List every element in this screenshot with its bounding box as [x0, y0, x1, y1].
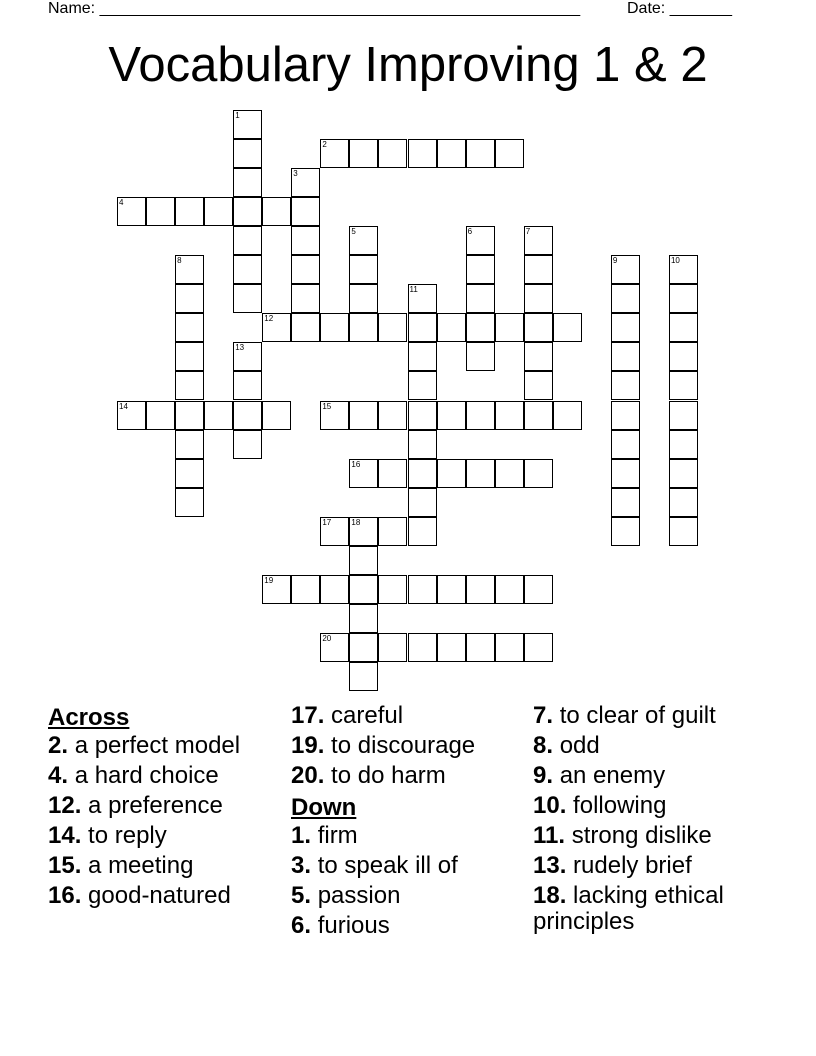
cell-number: 19 [264, 575, 274, 585]
clue-item [533, 823, 758, 849]
crossword-cell[interactable] [320, 401, 349, 430]
section-heading-across: Across [48, 704, 130, 731]
crossword-cell[interactable] [233, 430, 262, 459]
clue-text: firm [317, 822, 358, 849]
crossword-cell[interactable] [291, 284, 320, 313]
cell-number: 8 [177, 256, 182, 266]
crossword-cell[interactable] [175, 401, 204, 430]
clue-text: following [573, 792, 667, 819]
crossword-cell[interactable] [117, 197, 146, 226]
crossword-cell[interactable] [349, 633, 378, 662]
crossword-cell[interactable] [291, 197, 320, 226]
crossword-cell[interactable] [408, 313, 437, 342]
crossword-cell[interactable] [611, 313, 640, 342]
crossword-cell[interactable] [553, 401, 582, 430]
section-heading-down: Down [291, 794, 357, 821]
crossword-cell[interactable] [669, 313, 698, 342]
clue-number: 2. [48, 732, 69, 759]
clue-text: to clear of guilt [559, 702, 716, 729]
crossword-cell[interactable] [408, 430, 437, 459]
crossword-cell[interactable] [175, 342, 204, 371]
crossword-cell[interactable] [495, 633, 524, 662]
clue-text: odd [559, 732, 600, 759]
crossword-cell[interactable] [349, 313, 378, 342]
clue-item [533, 763, 758, 789]
crossword-cell[interactable] [175, 488, 204, 517]
clue-item [291, 853, 531, 879]
clue-number: 11. [533, 822, 566, 849]
clue-number: 10. [533, 792, 567, 819]
crossword-cell[interactable] [378, 633, 407, 662]
clue-text: a preference [88, 792, 223, 819]
clue-text: to discourage [331, 732, 476, 759]
clue-number: 4. [48, 762, 69, 789]
crossword-cell[interactable] [378, 313, 407, 342]
crossword-cell[interactable] [611, 459, 640, 488]
clue-text: a perfect model [74, 732, 241, 759]
crossword-cell[interactable] [524, 284, 553, 313]
crossword-cell[interactable] [524, 371, 553, 400]
crossword-cell[interactable] [291, 313, 320, 342]
crossword-cell[interactable] [611, 517, 640, 546]
crossword-cell[interactable] [466, 284, 495, 313]
crossword-cell[interactable] [437, 575, 466, 604]
cell-number: 18 [351, 517, 361, 527]
crossword-cell[interactable] [611, 401, 640, 430]
clue-item [533, 733, 758, 759]
crossword-cell[interactable] [233, 401, 262, 430]
clue-item [291, 823, 531, 849]
cell-number: 4 [119, 198, 124, 208]
crossword-cell[interactable] [233, 226, 262, 255]
cell-number: 1 [235, 111, 240, 120]
clue-item [291, 763, 531, 789]
clue-item [48, 853, 273, 879]
crossword-cell[interactable] [495, 139, 524, 168]
cell-number: 12 [264, 314, 274, 324]
crossword-cell[interactable] [175, 430, 204, 459]
crossword-cell[interactable] [524, 255, 553, 284]
crossword-cell[interactable] [320, 313, 349, 342]
crossword-cell[interactable] [204, 197, 233, 226]
crossword-cell[interactable] [378, 139, 407, 168]
crossword-cell[interactable] [175, 371, 204, 400]
clue-number: 20. [291, 762, 325, 789]
crossword-cell[interactable] [378, 459, 407, 488]
crossword-cell[interactable] [408, 401, 437, 430]
clue-item [291, 913, 531, 939]
cell-number: 2 [322, 140, 327, 150]
crossword-cell[interactable] [466, 401, 495, 430]
crossword-cell[interactable] [466, 342, 495, 371]
crossword-cell[interactable] [495, 401, 524, 430]
crossword-cell[interactable] [524, 575, 553, 604]
clue-number: 19. [291, 732, 325, 759]
crossword-cell[interactable] [233, 255, 262, 284]
cell-number: 13 [235, 343, 245, 353]
crossword-cell[interactable] [611, 255, 640, 284]
crossword-cell[interactable] [175, 459, 204, 488]
crossword-cell[interactable] [117, 401, 146, 430]
date-field-line: Date: _______ [627, 0, 732, 17]
cell-number: 6 [467, 227, 473, 237]
crossword-cell[interactable] [291, 575, 320, 604]
crossword-cell[interactable] [524, 313, 553, 342]
clue-text: rudely brief [573, 852, 692, 879]
crossword-cell[interactable] [437, 633, 466, 662]
clue-item [533, 703, 758, 729]
cell-number: 16 [351, 459, 361, 469]
crossword-cell[interactable] [378, 517, 407, 546]
clue-text: good-natured [88, 882, 231, 909]
crossword-cell[interactable] [611, 430, 640, 459]
crossword-cell[interactable] [524, 342, 553, 371]
crossword-cell[interactable] [146, 197, 175, 226]
crossword-cell[interactable] [669, 342, 698, 371]
cell-number: 10 [670, 256, 680, 266]
crossword-cell[interactable] [233, 284, 262, 313]
crossword-cell[interactable] [466, 139, 495, 168]
crossword-cell[interactable] [466, 313, 495, 342]
clue-text: furious [317, 912, 390, 939]
crossword-cell[interactable] [175, 284, 204, 313]
cell-number: 17 [322, 517, 332, 527]
cell-number: 7 [525, 227, 531, 237]
crossword-cell[interactable] [669, 255, 698, 284]
crossword-cell[interactable] [175, 255, 204, 284]
clue-text: to do harm [331, 762, 446, 789]
crossword-cell[interactable] [349, 517, 378, 546]
clue-item [48, 793, 273, 819]
clue-number: 14. [48, 822, 82, 849]
clue-number: 8. [533, 732, 554, 759]
clue-item [48, 763, 273, 789]
crossword-cell[interactable] [466, 633, 495, 662]
puzzle-title: Vocabulary Improving 1 & 2 [108, 38, 708, 92]
crossword-cell[interactable] [233, 139, 262, 168]
crossword-cell[interactable] [466, 255, 495, 284]
crossword-cell[interactable] [146, 401, 175, 430]
crossword-cell[interactable] [611, 342, 640, 371]
crossword-cell[interactable] [349, 575, 378, 604]
crossword-cell[interactable] [378, 401, 407, 430]
crossword-cell[interactable] [466, 575, 495, 604]
crossword-cell[interactable] [466, 459, 495, 488]
crossword-cell[interactable] [233, 371, 262, 400]
clue-item [291, 883, 531, 909]
clue-text: a hard choice [74, 762, 219, 789]
clue-text: a meeting [88, 852, 194, 879]
crossword-cell[interactable] [611, 488, 640, 517]
clue-column-3 [533, 703, 758, 939]
clue-text: an enemy [559, 762, 666, 789]
clue-item [48, 823, 273, 849]
crossword-cell[interactable] [349, 226, 378, 255]
crossword-cell[interactable] [408, 284, 437, 313]
crossword-cell[interactable] [291, 226, 320, 255]
clue-number: 5. [291, 882, 312, 909]
clue-item [291, 703, 531, 729]
crossword-cell[interactable] [349, 284, 378, 313]
crossword-cell[interactable] [320, 517, 349, 546]
cell-number: 3 [293, 169, 298, 179]
crossword-cell[interactable] [378, 575, 407, 604]
clue-number: 16. [48, 882, 82, 909]
clue-column-1 [48, 703, 273, 913]
crossword-cell[interactable] [495, 313, 524, 342]
crossword-cell[interactable] [408, 459, 437, 488]
crossword-cell[interactable] [262, 197, 291, 226]
crossword-cell[interactable] [349, 459, 378, 488]
name-field-line: Name: ______________________________________________________ [48, 0, 581, 17]
crossword-cell[interactable] [233, 110, 262, 139]
crossword-cell[interactable] [175, 197, 204, 226]
crossword-cell[interactable] [349, 255, 378, 284]
crossword-cell[interactable] [524, 226, 553, 255]
clue-text: strong dislike [571, 822, 712, 849]
crossword-cell[interactable] [553, 313, 582, 342]
crossword-cell[interactable] [408, 371, 437, 400]
crossword-cell[interactable] [408, 488, 437, 517]
cell-number: 9 [612, 256, 618, 266]
crossword-cell[interactable] [320, 139, 349, 168]
crossword-cell[interactable] [408, 575, 437, 604]
clue-text: to reply [88, 822, 167, 849]
crossword-cell[interactable] [233, 168, 262, 197]
crossword-cell[interactable] [524, 633, 553, 662]
crossword-cell[interactable] [320, 633, 349, 662]
cell-number: 15 [322, 401, 332, 411]
crossword-cell[interactable] [233, 342, 262, 371]
clue-text: careful [331, 702, 404, 729]
crossword-cell[interactable] [611, 284, 640, 313]
crossword-cell[interactable] [669, 401, 698, 430]
clue-number: 12. [48, 792, 82, 819]
clue-item [291, 733, 531, 759]
crossword-cell[interactable] [175, 313, 204, 342]
crossword-cell[interactable] [495, 575, 524, 604]
crossword-cell[interactable] [669, 430, 698, 459]
cell-number: 11 [409, 285, 418, 295]
clue-number: 15. [48, 852, 82, 879]
crossword-cell[interactable] [466, 226, 495, 255]
clue-item [48, 733, 273, 759]
crossword-cell[interactable] [233, 197, 262, 226]
crossword-cell[interactable] [524, 401, 553, 430]
crossword-cell[interactable] [262, 313, 291, 342]
crossword-cell[interactable] [204, 401, 233, 430]
crossword-cell[interactable] [262, 401, 291, 430]
clue-number: 17. [291, 702, 325, 729]
crossword-cell[interactable] [291, 255, 320, 284]
clue-number: 9. [533, 762, 554, 789]
crossword-cell[interactable] [349, 546, 378, 575]
clue-text: lacking ethical principles [533, 882, 724, 935]
clue-item [533, 793, 758, 819]
clue-number: 1. [291, 822, 312, 849]
crossword-cell[interactable] [349, 139, 378, 168]
crossword-cell[interactable] [437, 139, 466, 168]
crossword-cell[interactable] [349, 662, 378, 691]
crossword-cell[interactable] [320, 575, 349, 604]
crossword-cell[interactable] [437, 459, 466, 488]
crossword-cell[interactable] [408, 633, 437, 662]
crossword-cell[interactable] [349, 604, 378, 633]
clue-item [48, 883, 273, 909]
crossword-cell[interactable] [262, 575, 291, 604]
cell-number: 20 [322, 633, 332, 643]
clue-column-2 [291, 703, 531, 943]
clue-text: passion [317, 882, 401, 909]
crossword-cell[interactable] [495, 459, 524, 488]
crossword-cell[interactable] [408, 517, 437, 546]
crossword-cell[interactable] [437, 313, 466, 342]
crossword-cell[interactable] [349, 401, 378, 430]
crossword-cell[interactable] [669, 371, 698, 400]
crossword-cell[interactable] [669, 517, 698, 546]
crossword-cell[interactable] [669, 459, 698, 488]
clue-text: to speak ill of [317, 852, 458, 879]
clue-number: 13. [533, 852, 567, 879]
crossword-cell[interactable] [669, 488, 698, 517]
crossword-cell[interactable] [408, 139, 437, 168]
crossword-cell[interactable] [437, 401, 466, 430]
clue-number: 7. [533, 702, 554, 729]
crossword-cell[interactable] [408, 342, 437, 371]
clue-item [533, 883, 758, 935]
clue-item [533, 853, 758, 879]
cell-number: 5 [351, 227, 356, 237]
crossword-cell[interactable] [611, 371, 640, 400]
crossword-cell[interactable] [524, 459, 553, 488]
clue-number: 3. [291, 852, 312, 879]
clue-number: 18. [533, 882, 567, 909]
crossword-cell[interactable] [669, 284, 698, 313]
crossword-cell[interactable] [291, 168, 320, 197]
cell-number: 14 [119, 401, 128, 411]
clue-number: 6. [291, 912, 312, 939]
